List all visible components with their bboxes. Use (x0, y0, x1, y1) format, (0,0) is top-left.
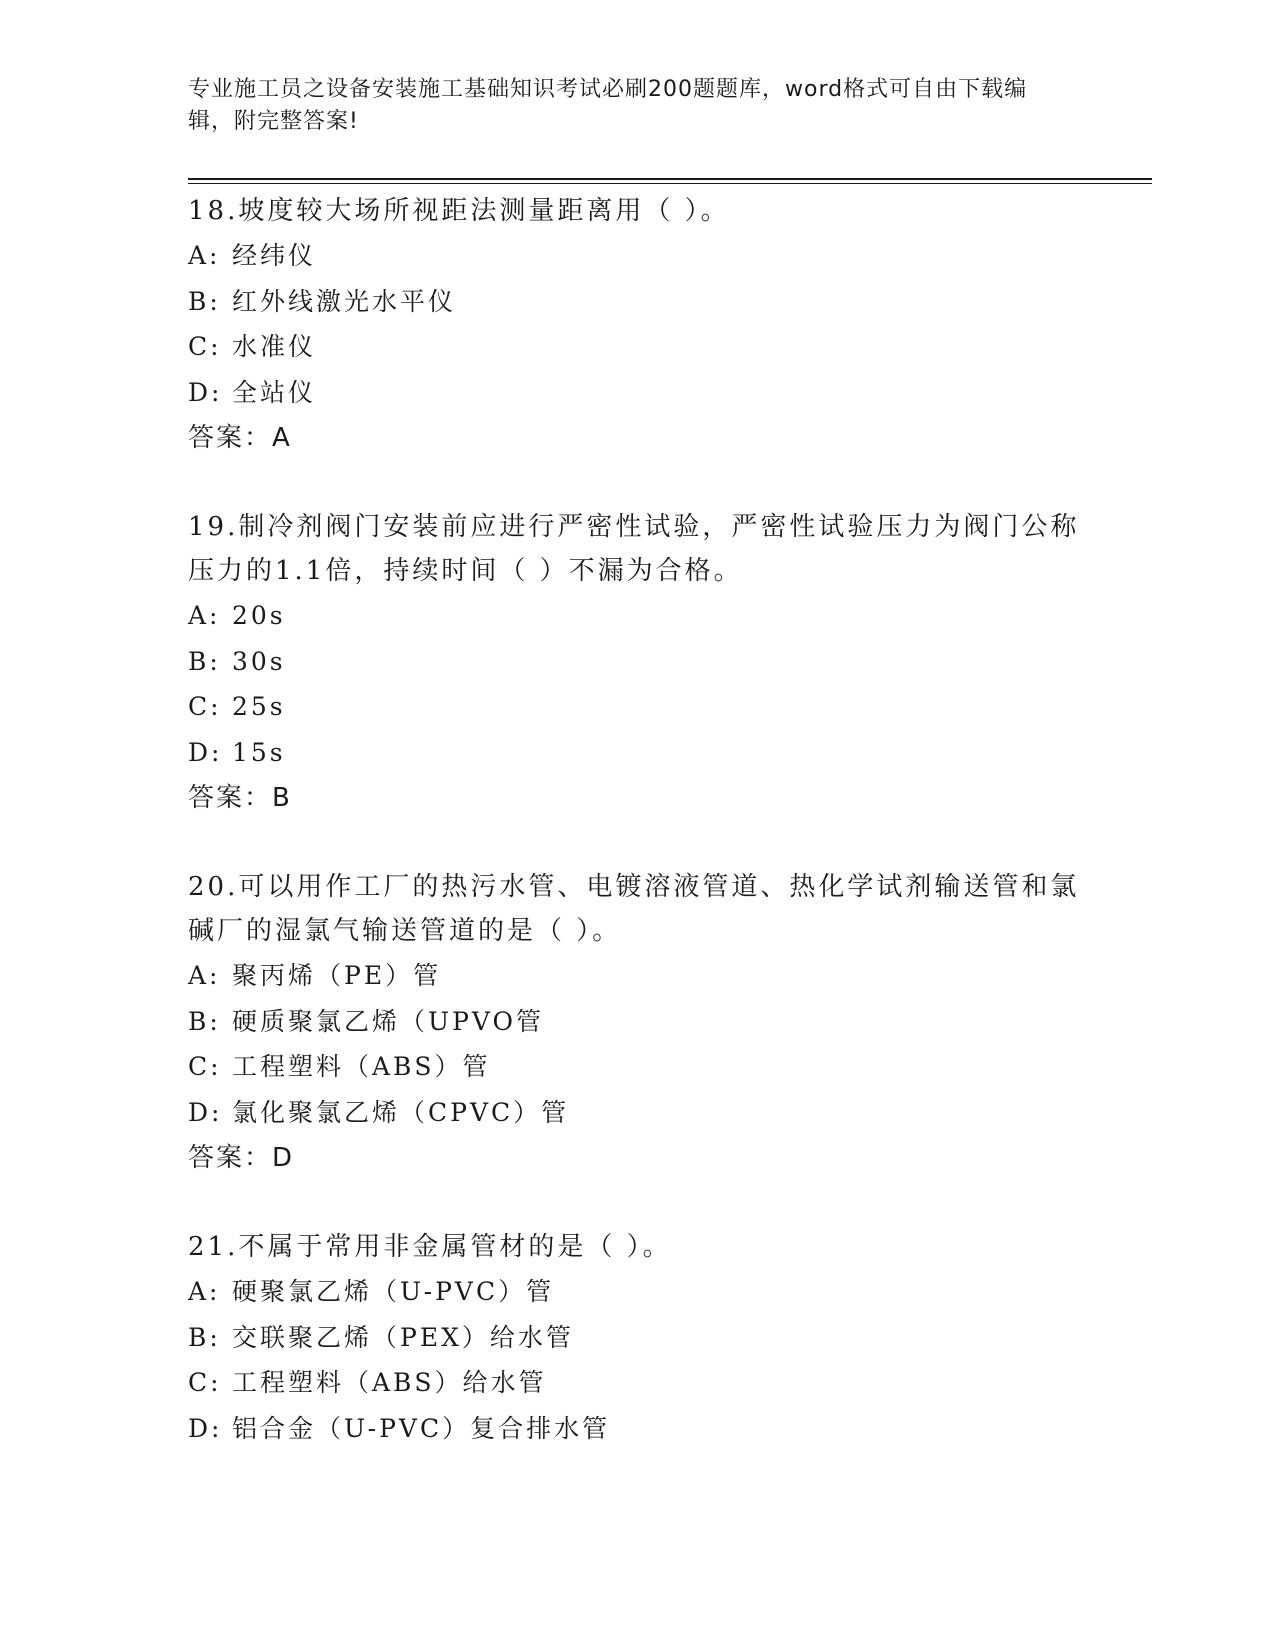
option-letter: B: (188, 646, 221, 676)
option-letter: C: (188, 692, 222, 721)
option-letter: D: (188, 1097, 223, 1127)
option-text: 工程塑料（ABS）给水管 (232, 1368, 547, 1397)
option-a (188, 233, 1088, 279)
option-text: 20s (232, 601, 286, 630)
option-letter: B: (188, 1006, 221, 1036)
option-b (188, 999, 1088, 1045)
option-b (188, 1315, 1088, 1361)
option-letter: C: (188, 1052, 222, 1081)
question-list (188, 189, 1088, 1495)
question-20 (188, 865, 1088, 1181)
option-a (188, 593, 1088, 639)
option-letter: D: (188, 1413, 223, 1443)
option-d (188, 730, 1088, 776)
option-b (188, 639, 1088, 685)
option-letter: A: (188, 1277, 221, 1306)
option-d (188, 1090, 1088, 1136)
option-text: 聚丙烯（PE）管 (232, 961, 442, 990)
option-letter: B: (188, 286, 221, 316)
option-letter: D: (188, 737, 223, 767)
question-text: 21.不属于常用非金属管材的是（ ）。 (188, 1232, 672, 1262)
option-d (188, 1406, 1088, 1452)
question-text: 18.坡度较大场所视距法测量距离用（ ）。 (188, 196, 730, 226)
option-text: 氯化聚氯乙烯（CPVC）管 (232, 1097, 570, 1127)
option-text: 交联聚乙烯（PEX）给水管 (232, 1322, 574, 1352)
answer-text: 答案：A (188, 423, 292, 453)
option-a (188, 1269, 1088, 1315)
option-c (188, 1044, 1088, 1090)
option-a (188, 953, 1088, 999)
document-header: 专业施工员之设备安装施工基础知识考试必刷200题题库，word格式可自由下载编辑，附完整答案! (188, 77, 1028, 134)
question-text: 20.可以用作工厂的热污水管、电镀溶液管道、热化学试剂输送管和氯碱厂的湿氯气输送管道的是（ ）。 (188, 872, 1080, 946)
option-c (188, 684, 1088, 730)
answer-text: 答案：B (188, 783, 292, 813)
answer-text: 答案：D (188, 1143, 295, 1173)
option-letter: D: (188, 377, 223, 407)
option-letter: A: (188, 601, 221, 630)
option-text: 30s (232, 646, 286, 676)
question-text: 19.制冷剂阀门安装前应进行严密性试验，严密性试验压力为阀门公称压力的1.1倍，持续时间（ ）不漏为合格。 (188, 512, 1080, 586)
option-text: 15s (232, 737, 286, 767)
option-letter: C: (188, 1368, 222, 1397)
option-d (188, 370, 1088, 416)
option-text: 全站仪 (232, 377, 317, 407)
header-divider-thick (188, 178, 1152, 180)
option-text: 25s (232, 692, 286, 721)
question-19 (188, 505, 1088, 821)
question-21 (188, 1225, 1088, 1451)
option-c (188, 1360, 1088, 1406)
option-text: 水准仪 (232, 332, 317, 361)
option-text: 铝合金（U-PVC）复合排水管 (232, 1413, 611, 1443)
option-text: 红外线激光水平仪 (232, 286, 457, 316)
option-text: 硬聚氯乙烯（U-PVC）管 (232, 1277, 555, 1306)
option-letter: A: (188, 961, 221, 990)
question-18 (188, 189, 1088, 461)
option-c (188, 324, 1088, 370)
option-letter: A: (188, 241, 221, 270)
option-b (188, 279, 1088, 325)
option-text: 工程塑料（ABS）管 (232, 1052, 491, 1081)
option-text: 硬质聚氯乙烯（UPVO管 (232, 1006, 545, 1036)
option-text: 经纬仪 (232, 241, 317, 270)
header-divider-thin (188, 183, 1152, 184)
option-letter: B: (188, 1322, 221, 1352)
option-letter: C: (188, 332, 222, 361)
